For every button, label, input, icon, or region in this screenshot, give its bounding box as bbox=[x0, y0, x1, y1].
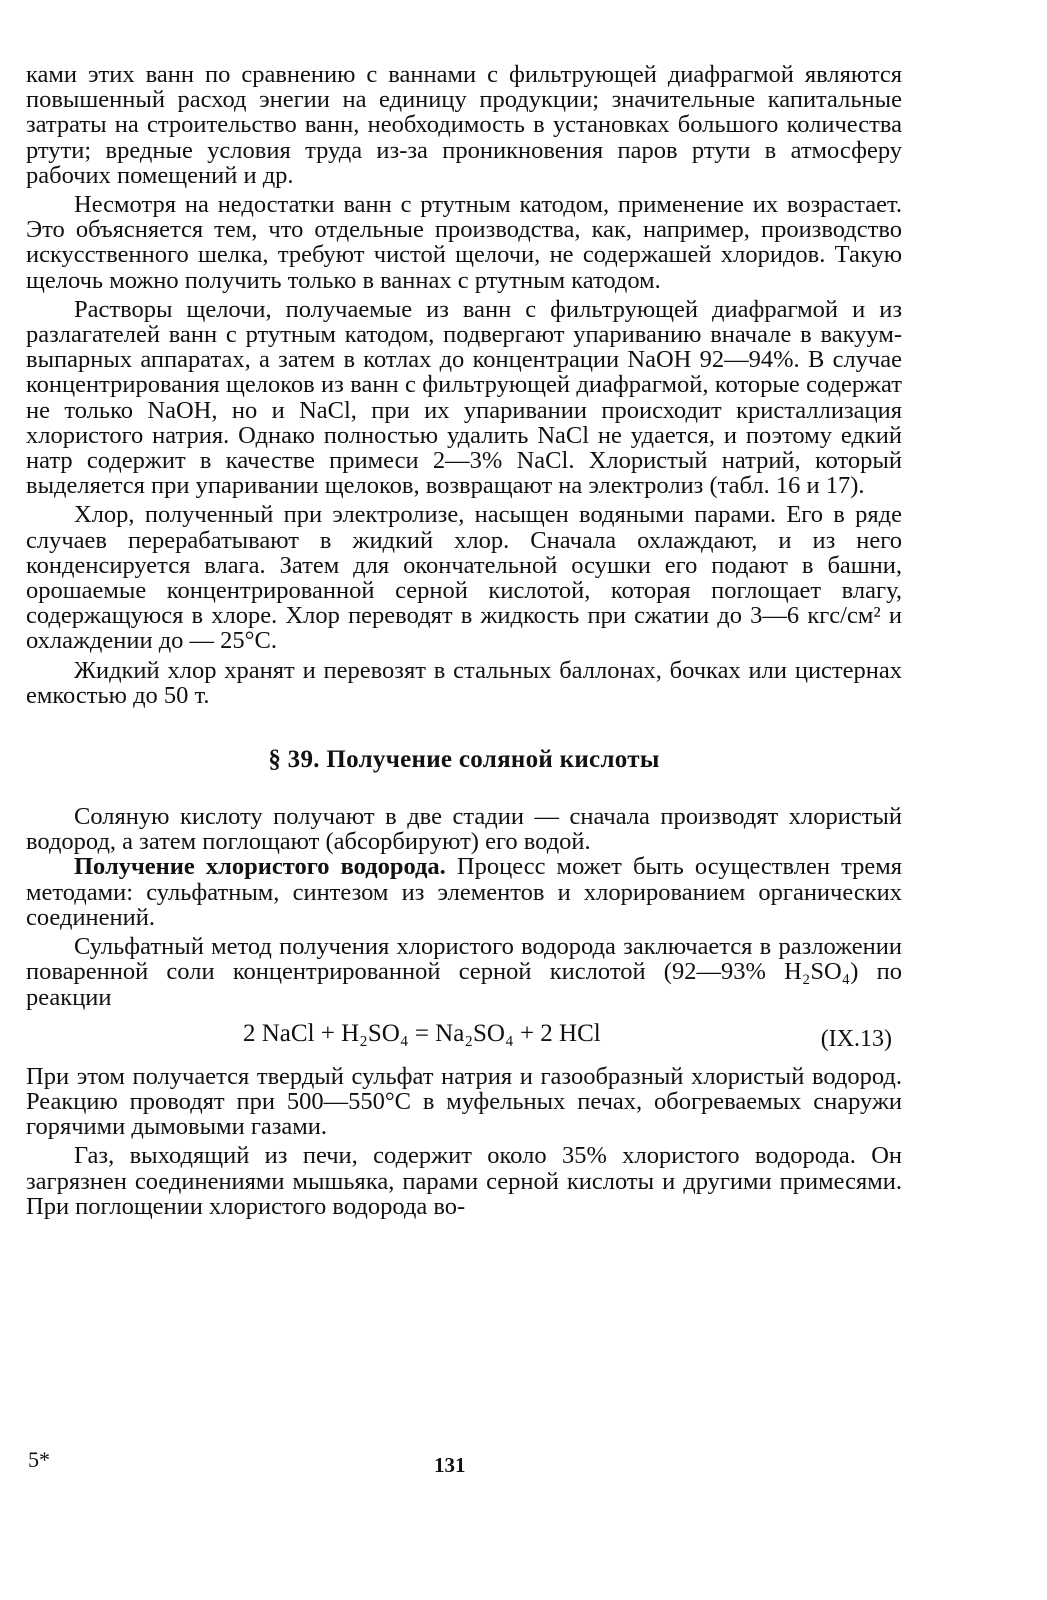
section-heading: § 39. Получение соляной кислоты bbox=[268, 746, 660, 774]
reaction-equation: 2 NaCl + H₂SO₄ = Na₂SO₄ + 2 HCl bbox=[243, 1019, 601, 1047]
equation-number: (IX.13) bbox=[820, 1025, 892, 1052]
signature-mark: 5* bbox=[28, 1447, 50, 1472]
page-number: 131 bbox=[434, 1453, 466, 1477]
paragraph-mercury-drawbacks: ками этих ванн по сравнению с ваннами с фильтрующей диафрагмой являются повышенный расход энегии на единицу продукции; значительные капитальные затраты на строительство ванн, необходимость в установках большого количества ртути; вредные условия труда из-за проникновения паров ртути в атмосферу рабочих помещений и др. bbox=[26, 61, 902, 189]
subsection-title: Получение хлористого водорода. bbox=[74, 853, 446, 881]
paragraph-reaction-products: При этом получается твердый сульфат натрия и газообразный хлористый водород. Реакцию проводят при 500—550°С в муфельных печах, обогреваемых снаружи горячими дымовыми газами. bbox=[26, 1062, 902, 1141]
paragraph-hcl-intro: Соляную кислоту получают в две стадии — сначала производят хлористый водород, а затем поглощают (абсорбируют) его водой. bbox=[26, 803, 902, 856]
paragraph-hcl-methods bbox=[26, 854, 902, 930]
paragraph-furnace-gas: Газ, выходящий из печи, содержит около 35% хлористого водорода. Он загрязнен соединениями мышьяка, парами серной кислоты и другими примесями. При поглощении хлористого водорода во- bbox=[26, 1142, 902, 1220]
paragraph-liquid-chlorine-storage: Жидкий хлор хранят и перевозят в стальных баллонах, бочках или цистернах емкостью до 50 т. bbox=[26, 656, 902, 709]
subsection-text: Процесс может быть осуществлен тремя методами: сульфатным, синтезом из элементов и хлорированием органических соединений. bbox=[26, 853, 902, 931]
paragraph-mercury-cathode-use: Несмотря на недостатки ванн с ртутным катодом, применение их возрастает. Это объясняется тем, что отдельные производства, как, например, производство искусственного шелка, требуют чистой щелочи, не содержашей хлоридов. Такую щелочь можно получить только в ваннах с ртутным катодом. bbox=[26, 191, 902, 294]
paragraph-sulfate-method: Сульфатный метод получения хлористого водорода заключается в разложении поваренной соли концентрированной серной кислотой (92—93% H₂SO₄) по реакции bbox=[26, 933, 902, 1011]
paragraph-chlorine-liquefaction: Хлор, полученный при электролизе, насыщен водяными парами. Его в ряде случаев перерабатывают в жидкий хлор. Сначала охлаждают, и из него конденсируется влага. Затем для окончательной осушки его подают в башни, орошаемые концентрированной серной кислотой, которая поглощает влагу, содержащуюся в хлоре. Хлор переводят в жидкость при сжатии до 3—6 кгс/см² и охлаждении до — 25°С. bbox=[26, 501, 902, 655]
page-body bbox=[26, 62, 902, 1219]
paragraph-alkali-evaporation: Растворы щелочи, получаемые из ванн с фильтрующей диафрагмой и из разлагателей ванн с ртутным катодом, подвергают упариванию вначале в вакуум-выпарных аппаратах, а затем в котлах до концентрации NaOH 92—94%. В случае концентрирования щелоков из ванн с фильтрующей диафрагмой, которые содержат не только NaOH, но и NaCl, при их упаривании происходит кристаллизация хлористого натрия. Однако полностью удалить NaCl не удается, и поэтому едкий натр содержит в качестве примеси 2—3% NaCl. Хлористый натрий, который выделяется при упаривании щелоков, возвращают на электролиз (табл. 16 и 17). bbox=[26, 295, 902, 500]
equation-row bbox=[26, 1016, 902, 1056]
